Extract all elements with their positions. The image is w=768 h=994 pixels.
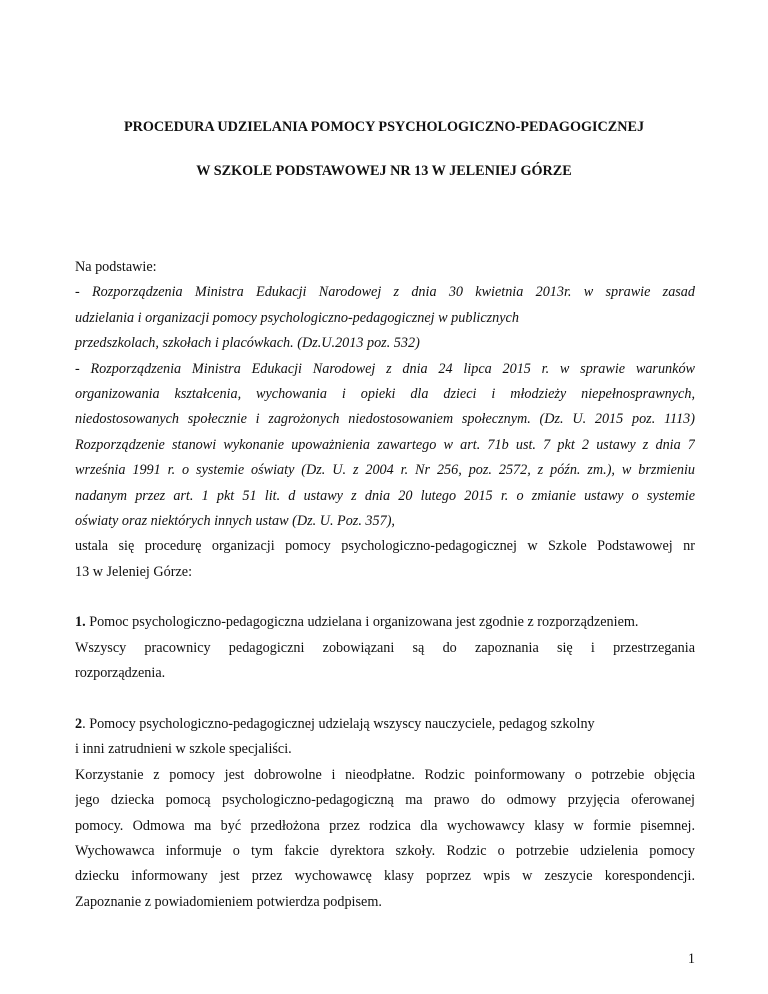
section-2-first-line xyxy=(75,712,695,737)
section-2-line: Zapoznanie z powiadomieniem potwierdza podpisem. xyxy=(75,893,382,910)
legal-basis-line: organizowania kształcenia, wychowania i opieki dla dzieci i młodzieży niepełnosprawnych, xyxy=(75,385,695,402)
section-1-line: Wszyscy pracownicy pedagogiczni zobowiązani są do zapoznania się i przestrzegania xyxy=(75,639,695,656)
legal-basis-line: przedszkolach, szkołach i placówkach. (Dz.U.2013 poz. 532) xyxy=(75,335,420,352)
document-title-line-2: W SZKOLE PODSTAWOWEJ NR 13 W JELENIEJ GÓRZE xyxy=(196,163,572,179)
section-2-line: jego dziecka pomocą psychologiczno-pedagogiczną ma prawo do odmowy przyjęcia oferowanej xyxy=(75,792,695,809)
section-1-number: 1. xyxy=(75,614,86,631)
section-1-first-line xyxy=(75,610,695,635)
legal-basis-line: nadanym przez art. 1 pkt 51 lit. d ustawy z dnia 20 lutego 2015 r. o zmianie ustawy o systemie xyxy=(75,487,695,504)
section-2-line: dziecku informowany jest przez wychowawcę klasy poprzez wpis w zeszycie korespondencji. xyxy=(75,868,695,885)
procedure-statement-line: 13 w Jeleniej Górze: xyxy=(75,563,193,580)
section-1-text: Pomoc psychologiczno-pedagogiczna udzielana i organizowana jest zgodnie z rozporządzeniem. xyxy=(85,614,639,631)
legal-basis-line: niedostosowanych społecznie i zagrożonych niedostosowaniem społecznym. (Dz. U. 2015 poz. 1113) xyxy=(75,411,695,428)
legal-basis-line: Rozporządzenie stanowi wykonanie upoważnienia zawartego w art. 71b ust. 7 pkt 2 ustawy z dnia 7 xyxy=(75,436,695,453)
legal-basis-line: - Rozporządzenia Ministra Edukacji Narodowej z dnia 30 kwietnia 2013r. w sprawie zasad xyxy=(75,284,695,301)
section-2-line: i inni zatrudnieni w szkole specjaliści. xyxy=(75,741,292,758)
document-body xyxy=(75,255,695,915)
procedure-statement-line: ustala się procedurę organizacji pomocy psychologiczno-pedagogicznej w Szkole Podstawowej nr xyxy=(75,538,695,555)
section-2-line: Wychowawca informuje o tym fakcie dyrektora szkoły. Rodzic o potrzebie udzielenia pomocy xyxy=(75,842,695,859)
section-1-line: rozporządzenia. xyxy=(75,665,166,682)
legal-basis-line: oświaty oraz niektórych innych ustaw (Dz. U. Poz. 357), xyxy=(75,512,395,529)
legal-basis-line: - Rozporządzenia Ministra Edukacji Narodowej z dnia 24 lipca 2015 r. w sprawie warunków xyxy=(75,360,695,377)
legal-basis-line: udzielania i organizacji pomocy psychologiczno-pedagogicznej w publicznych xyxy=(75,309,519,326)
document-title-line-1: PROCEDURA UDZIELANIA POMOCY PSYCHOLOGICZNO-PEDAGOGICZNEJ xyxy=(123,119,645,135)
legal-basis-line: września 1991 r. o systemie oświaty (Dz. U. z 2004 r. Nr 256, poz. 2572, z późn. zm.), w brzmieniu xyxy=(75,462,695,479)
section-2-number: 2 xyxy=(75,716,83,733)
legal-basis-heading: Na podstawie: xyxy=(75,259,157,275)
section-2-line: pomocy. Odmowa ma być przedłożona przez rodzica dla wychowawcy klasy w formie pisemnej. xyxy=(75,817,695,834)
section-2-text: . Pomocy psychologiczno-pedagogicznej udzielają wszyscy nauczyciele, pedagog szkolny xyxy=(82,716,595,733)
page-number: 1 xyxy=(687,951,695,967)
section-2-line: Korzystanie z pomocy jest dobrowolne i nieodpłatne. Rodzic poinformowany o potrzebie objęcia xyxy=(75,766,695,783)
